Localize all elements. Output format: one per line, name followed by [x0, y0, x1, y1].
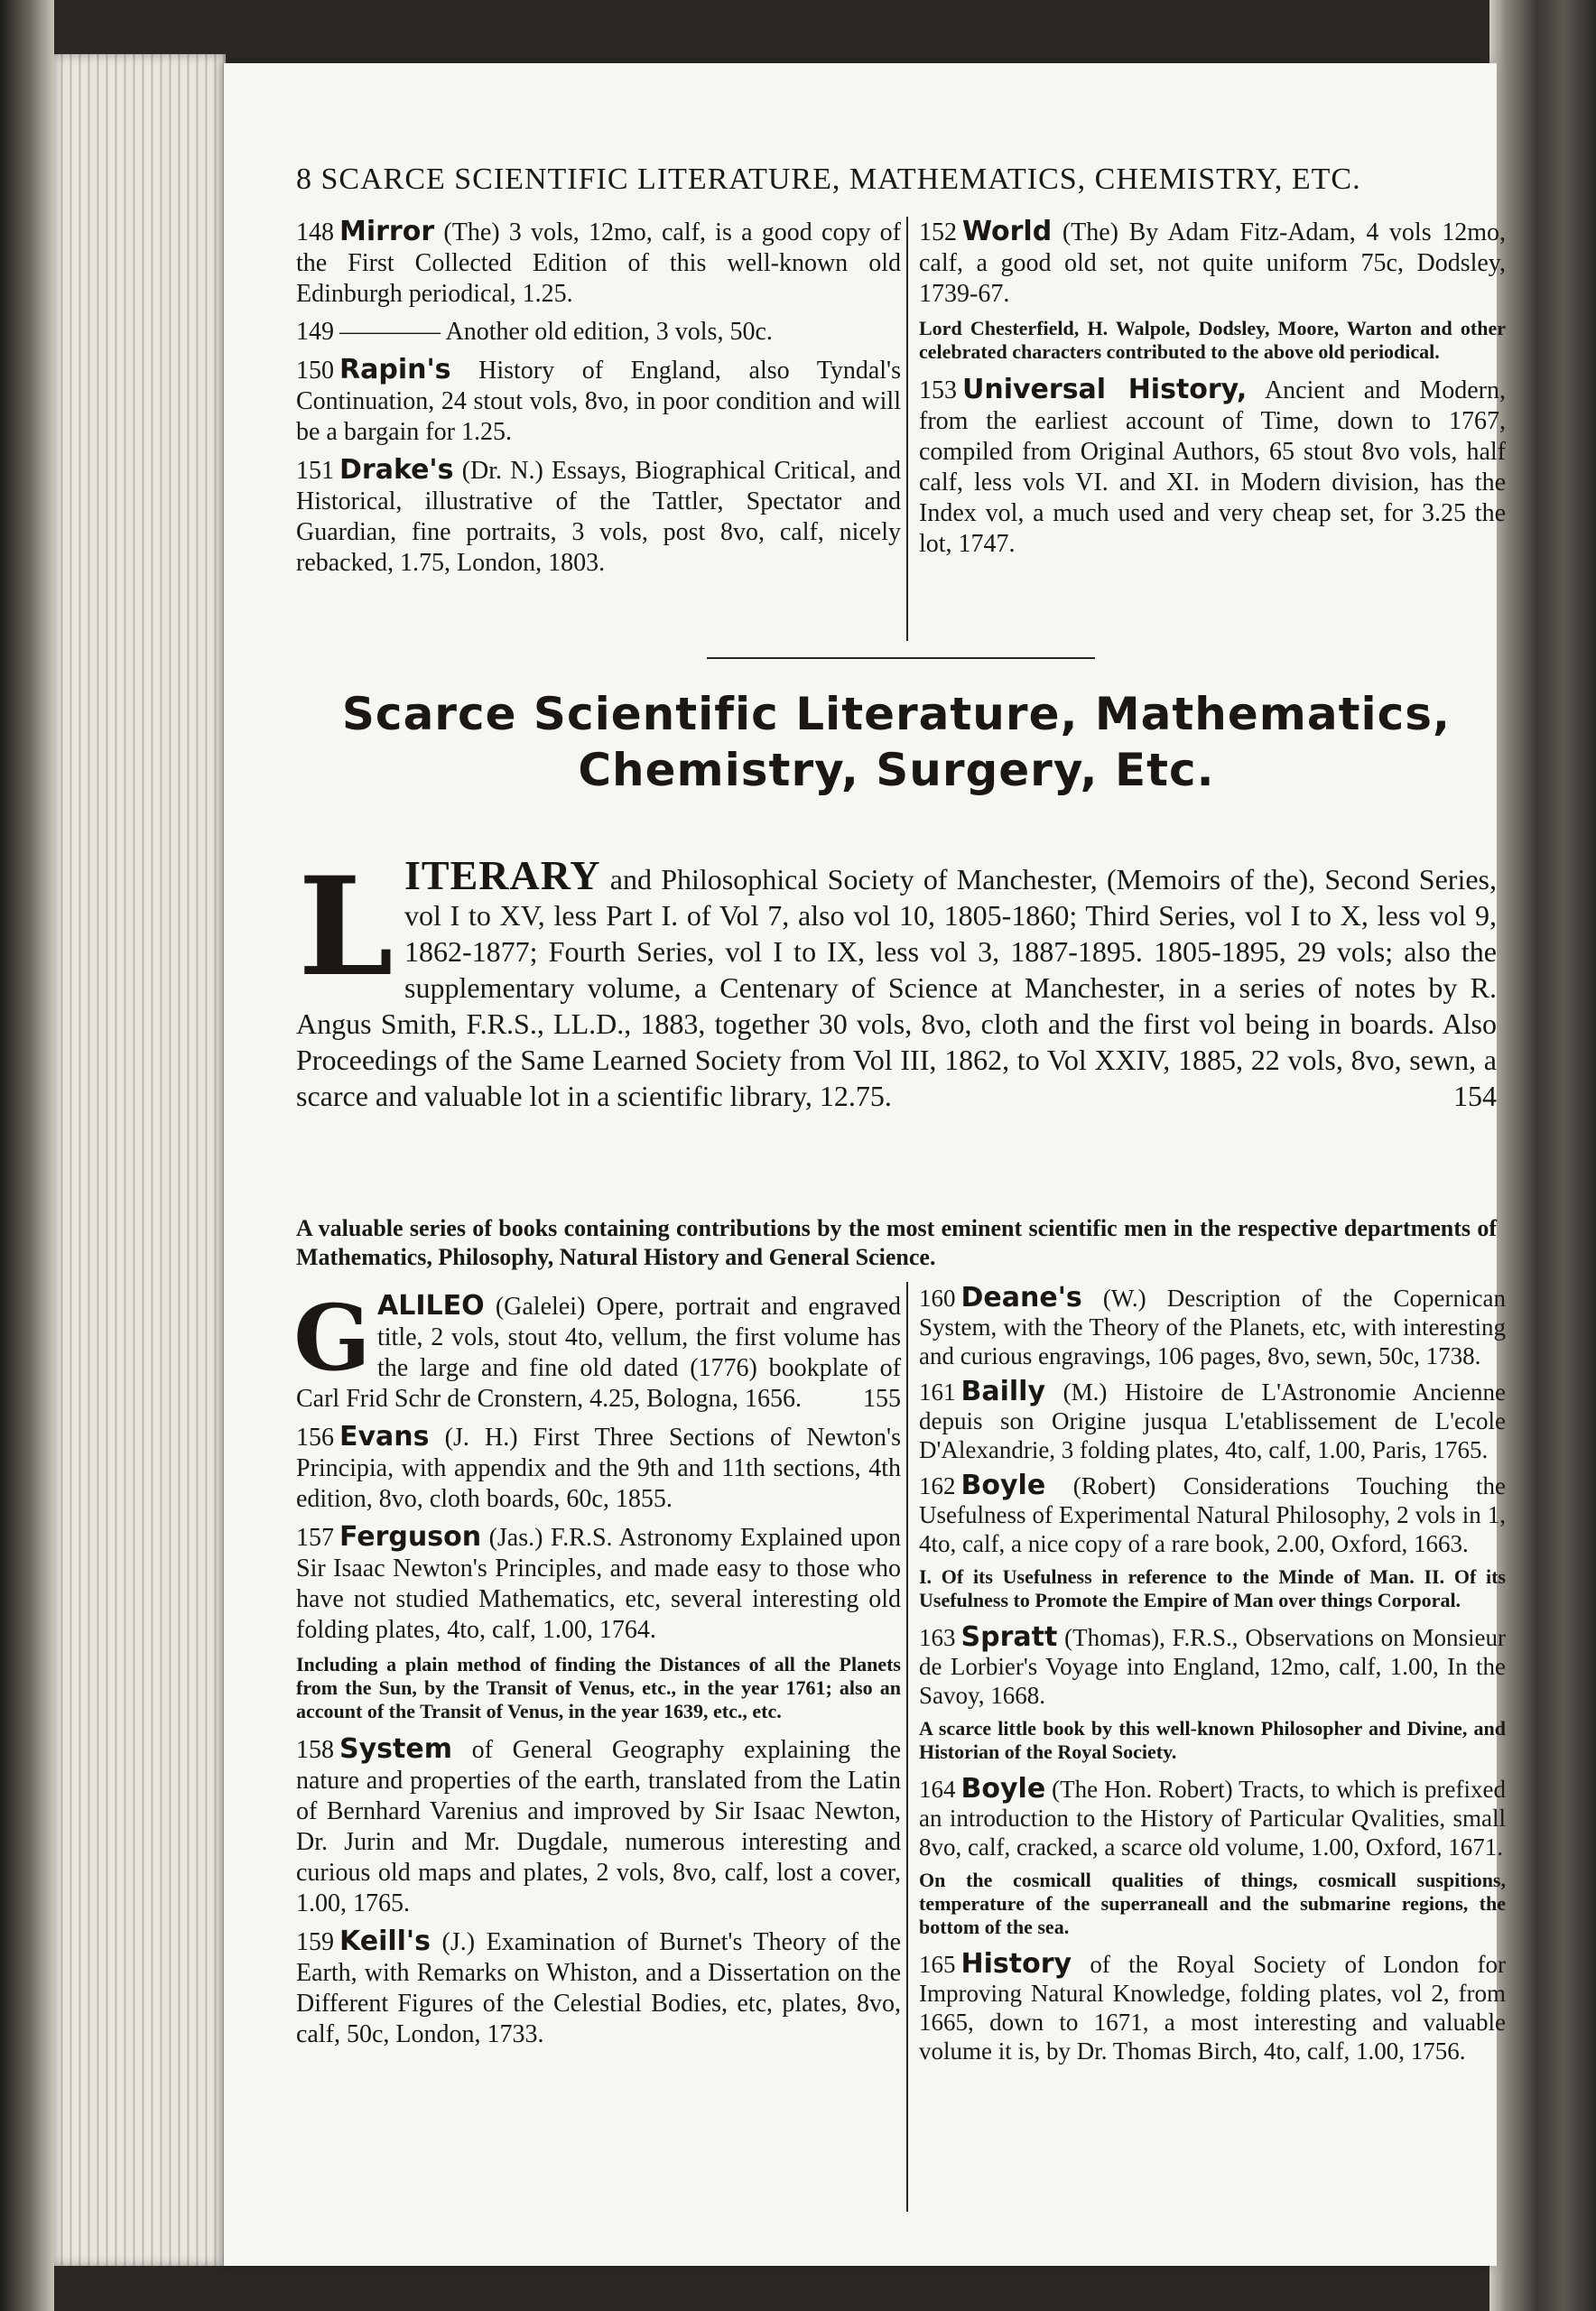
column-divider-top [906, 217, 908, 641]
entry-number: 164 [919, 1776, 956, 1803]
catalog-page [224, 63, 1507, 2266]
decorative-dropcap-g: G [293, 1285, 371, 1391]
entry-text: (Dr. N.) Essays, Biographical Critical, and Historical, illustrative of the Tattler, Spectator and Guardian, fine portraits, 3 vols, post 8vo, calf, nicely rebacked, 1.75, London, 1803. [296, 457, 901, 577]
entry-keyword: Deane's [960, 1282, 1082, 1313]
entry-157 [296, 1522, 901, 1646]
entry-keyword: Bailly [960, 1376, 1046, 1407]
entry-number: 154 [1453, 1080, 1497, 1112]
entry-text: Ancient and Modern, from the earliest account of Time, down to 1767, compiled from Original Authors, 65 stout 8vo vols, half calf, less vols VI. and XI. in Modern division, has the Index vol, a much used and very cheap set, for 3.25 the lot, 1747. [919, 376, 1506, 558]
section-title [296, 686, 1497, 798]
entry-note: I. Of its Usefulness in reference to the Minde of Man. II. Of its Usefulness to Promote the Empire of Man over things Corporal. [919, 1565, 1506, 1611]
running-head: 8 SCARCE SCIENTIFIC LITERATURE, MATHEMATICS, CHEMISTRY, ETC. [296, 162, 1361, 196]
entry-text: (M.) Histoire de L'Astronomie Ancienne depuis son Origine jusqua L'etablissement de L'ecole D'Alexandrie, 3 folding plates, 4to, calf, 1.00, Paris, 1765. [919, 1378, 1506, 1463]
entry-159 [296, 1926, 901, 2050]
top-right-column [919, 217, 1506, 567]
entry-number: 153 [919, 376, 957, 404]
entry-text: of the Royal Society of London for Improving Natural Knowledge, folding plates, vol 2, from 1665, down to 1671, a most interesting and valuable volume it is, by Dr. Thomas Birch, 4to, calf, 1.00, 1756. [919, 1951, 1506, 2065]
entry-155 [293, 1285, 902, 1415]
entry-text: Another old edition, 3 vols, 50c. [445, 318, 773, 346]
entry-number: 162 [919, 1472, 956, 1499]
entry-keyword: Universal History, [962, 374, 1248, 405]
section-title-line1: Scarce Scientific Literature, Mathematics, [341, 688, 1452, 740]
entry-keyword: Evans [339, 1421, 430, 1452]
entry-text: (The) By Adam Fitz-Adam, 4 vols 12mo, calf, a good old set, not quite uniform 75c, Dodsley, 1739-67. [919, 218, 1506, 308]
entry-keyword: Boyle [960, 1773, 1046, 1805]
section-title-line2: Chemistry, Surgery, Etc. [578, 744, 1215, 796]
entry-number: 150 [296, 357, 334, 385]
literary-text: and Philosophical Society of Manchester, (Memoirs of the), Second Series, vol I to XV, less Part I. of Vol 7, also vol 10, 1805-1860; Third Series, vol I to X, less vol 9, 1862-1877; Fourth Series, vol I to IX, less vol 3, 1887-1895. 1805-1895, 29 vols; also the supplementary volume, a Centenary of Science at Manchester, in a series of notes by R. Angus Smith, F.R.S., LL.D., 1883, together 30 vols, 8vo, cloth and the first vol being in boards. Also Proceedings of the Same Learned Society from Vol III, 1862, to Vol XXIV, 1885, 22 vols, 8vo, sewn, a scarce and valuable lot in a scientific library, 12.75. [296, 863, 1498, 1112]
entry-note: Including a plain method of finding the Distances of all the Planets from the Sun, by the Transit of Venus, etc., in the year 1761; also an account of the Transit of Venus, in the year 1639, etc., etc. [296, 1653, 901, 1722]
entry-text: of General Geography explaining the nature and properties of the earth, translated from the Latin of Bernhard Varenius and improved by Sir Isaac Newton, Dr. Jurin and Mr. Dugdale, numerous interesting and curious old maps and plates, 2 vols, 8vo, calf, lost a cover, 1.00, 1765. [296, 1736, 902, 1917]
entry-keyword: ALILEO [377, 1290, 485, 1322]
entry-number: 155 [863, 1385, 901, 1413]
top-left-column [296, 217, 901, 586]
entry-number: 151 [296, 457, 334, 485]
entry-164 [919, 1775, 1506, 1861]
entry-note: A scarce little book by this well-known Philosopher and Divine, and Historian of the Royal Society. [919, 1717, 1506, 1763]
entry-152 [919, 217, 1506, 310]
entry-160 [919, 1284, 1506, 1370]
entry-number: 160 [919, 1285, 956, 1312]
entry-note: On the cosmicall qualities of things, cosmicall suspitions, temperature of the superraneall and the submarine regions, the bottom of the sea. [919, 1869, 1506, 1938]
entry-keyword: Boyle [960, 1470, 1046, 1501]
bottom-left-column [293, 1285, 902, 2057]
entry-149 [296, 317, 901, 348]
book-spine-edge [0, 0, 54, 2311]
entry-number: 152 [919, 218, 957, 246]
entry-text: (The) 3 vols, 12mo, calf, is a good copy of the First Collected Edition of this well-known old Edinburgh periodical, 1.25. [296, 218, 902, 308]
entry-text: (J. H.) First Three Sections of Newton's Principia, with appendix and the 9th and 11th sections, 4th edition, 8vo, cloth boards, 60c, 1855. [296, 1424, 902, 1513]
entry-number: 159 [296, 1928, 334, 1956]
entry-keyword: World [962, 216, 1053, 247]
entry-text: (Galelei) Opere, portrait and engraved title, 2 vols, stout 4to, vellum, the first volume has the large and fine old dated (1776) bookplate of Carl Frid Schr de Cronstern, 4.25, Bologna, 1656. [296, 1293, 902, 1413]
entry-158 [296, 1734, 901, 1919]
literary-society-entry [296, 848, 1498, 1114]
entry-151 [296, 455, 901, 579]
entry-150 [296, 355, 901, 448]
entry-text: History of England, also Tyndal's Continuation, 24 stout vols, 8vo, in poor condition and will be a bargain for 1.25. [296, 357, 902, 446]
entry-dash: ———— [339, 318, 441, 346]
entry-165 [919, 1950, 1506, 2065]
entry-161 [919, 1378, 1506, 1464]
entry-keyword: Mirror [339, 216, 435, 247]
entry-keyword: Spratt [960, 1621, 1058, 1653]
decorative-dropcap-l: L [298, 848, 394, 1007]
entry-156 [296, 1422, 901, 1515]
entry-keyword: Keill's [339, 1926, 431, 1957]
entry-number: 158 [296, 1736, 334, 1764]
entry-number: 149 [296, 318, 334, 346]
entry-number: 161 [919, 1378, 956, 1406]
section-separator-rule [707, 657, 1095, 659]
entry-text: (J.) Examination of Burnet's Theory of the Earth, with Remarks on Whiston, and a Dissertation on the Different Figures of the Celestial Bodies, etc, plates, 8vo, calf, 50c, London, 1733. [296, 1928, 901, 2048]
entry-number: 148 [296, 218, 334, 246]
bottom-right-column [919, 1284, 1506, 2073]
entry-163 [919, 1623, 1506, 1710]
entry-number: 157 [296, 1524, 334, 1552]
entry-keyword: System [339, 1733, 452, 1765]
entry-text: (W.) Description of the Copernican System, with the Theory of the Planets, etc, with interesting and curious engravings, 106 pages, 8vo, sewn, 50c, 1738. [919, 1285, 1506, 1369]
series-intro-note: A valuable series of books containing contributions by the most eminent scientific men in the respective departments of Mathematics, Philosophy, Natural History and General Science. [296, 1215, 1497, 1270]
entry-number: 156 [296, 1424, 334, 1452]
entry-text: (Thomas), F.R.S., Observations on Monsieur de Lorbier's Voyage into England, 12mo, calf, 1.00, In the Savoy, 1668. [919, 1624, 1506, 1709]
entry-keyword: History [960, 1948, 1072, 1980]
column-divider-bottom [906, 1282, 908, 2212]
entry-148 [296, 217, 901, 310]
entry-number: 165 [919, 1951, 956, 1978]
entry-text: (The Hon. Robert) Tracts, to which is prefixed an introduction to the History of Particular Qvalities, small 8vo, calf, cracked, a scarce old volume, 1.00, Oxford, 1671. [919, 1776, 1507, 1861]
entry-153 [919, 375, 1506, 560]
entry-keyword: Ferguson [339, 1521, 482, 1553]
entry-text: (Robert) Considerations Touching the Usefulness of Experimental Natural Philosophy, 2 vols in 1, 4to, calf, a nice copy of a rare book, 2.00, Oxford, 1663. [919, 1472, 1507, 1557]
literary-lead: ITERARY [404, 852, 601, 898]
entry-162 [919, 1471, 1506, 1558]
entry-text: (Jas.) F.R.S. Astronomy Explained upon Sir Isaac Newton's Principles, and made easy to those who have not studied Mathematics, etc, several interesting old folding plates, 4to, calf, 1.00, 1764. [296, 1524, 901, 1644]
page-stack-edge [54, 54, 226, 2266]
entry-note: Lord Chesterfield, H. Walpole, Dodsley, Moore, Warton and other celebrated characters contributed to the above old periodical. [919, 317, 1506, 363]
entry-keyword: Drake's [339, 454, 454, 486]
entry-keyword: Rapin's [339, 354, 451, 385]
entry-number: 163 [919, 1624, 956, 1651]
